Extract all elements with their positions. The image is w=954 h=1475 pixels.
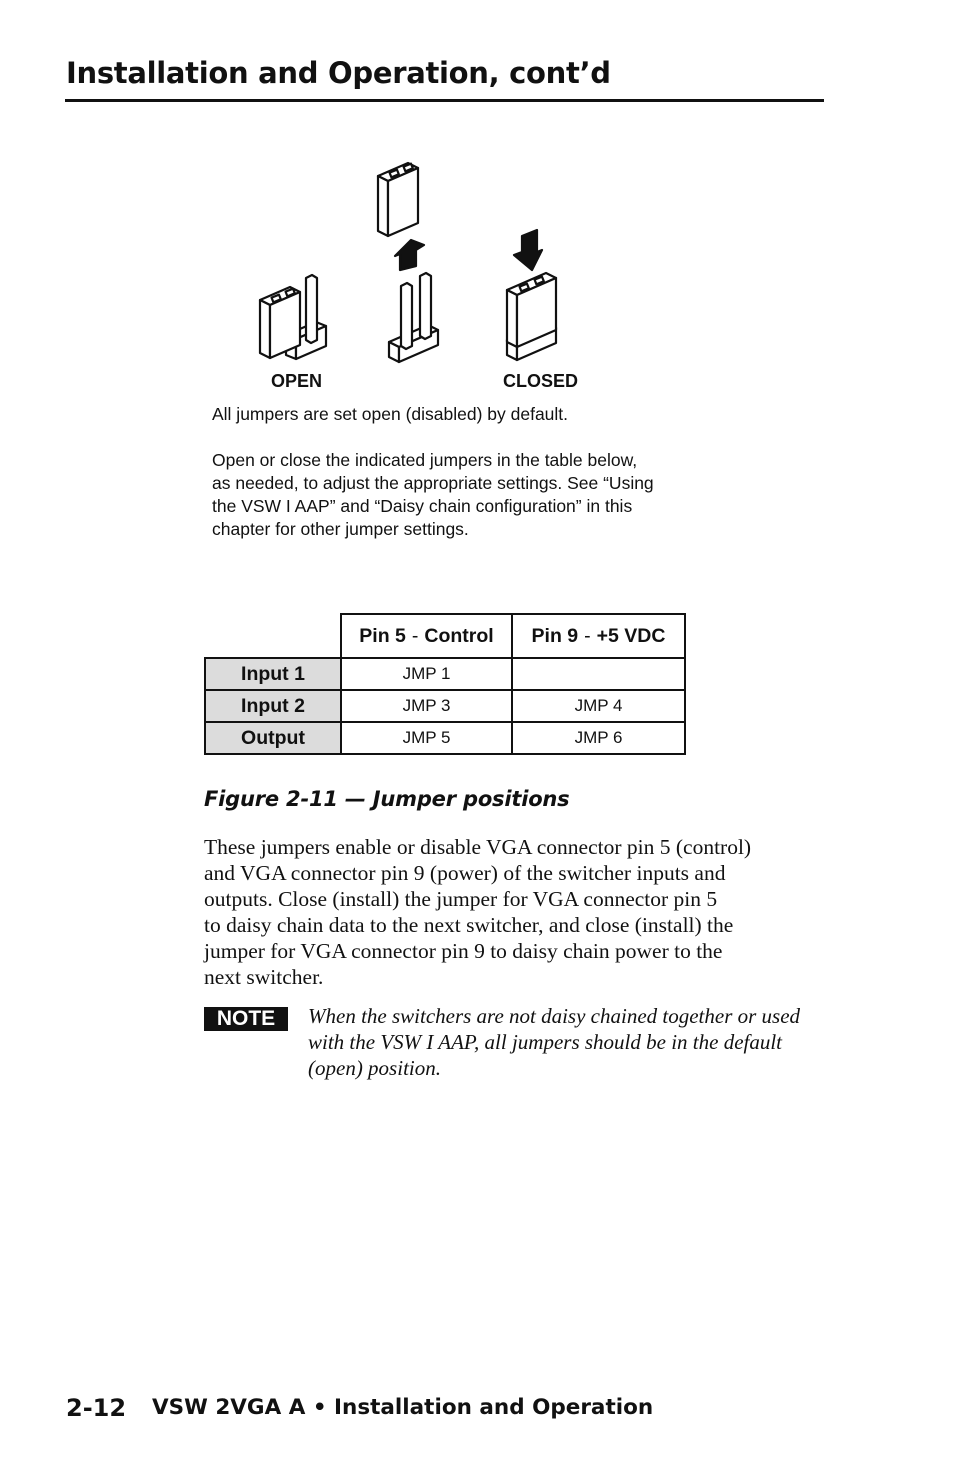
table-row xyxy=(205,722,685,754)
body-paragraph xyxy=(204,834,824,990)
body-line: jumper for VGA connector pin 9 to daisy chain power to the xyxy=(204,939,723,963)
page-number: 2-12 xyxy=(66,1394,127,1422)
page-title: Installation and Operation, cont’d xyxy=(66,56,611,90)
body-line: to daisy chain data to the next switcher, and close (install) the xyxy=(204,913,734,937)
closed-label: CLOSED xyxy=(503,371,579,391)
column-header-pin: Pin 9 xyxy=(531,624,579,647)
body-line: next switcher. xyxy=(204,965,324,989)
arrow-down-icon xyxy=(514,230,542,270)
instructions-line: the VSW I AAP” and “Daisy chain configuration” in this xyxy=(212,496,633,516)
table-cell: JMP 3 xyxy=(341,690,512,722)
open-label: OPEN xyxy=(271,371,323,391)
note-text xyxy=(308,1003,828,1081)
column-header-pin: Pin 5 xyxy=(359,624,406,647)
note-line: (open) position. xyxy=(308,1056,441,1080)
body-line: These jumpers enable or disable VGA connector pin 5 (control) xyxy=(204,835,752,859)
body-line: and VGA connector pin 9 (power) of the switcher inputs and xyxy=(204,861,726,885)
note-line: When the switchers are not daisy chained together or used xyxy=(308,1004,801,1028)
note-badge: NOTE xyxy=(204,1007,288,1031)
jumper-illustration xyxy=(250,150,580,370)
instructions-line: chapter for other jumper settings. xyxy=(212,519,469,539)
arrow-up-icon xyxy=(395,240,424,270)
column-header-label: Control xyxy=(424,624,494,647)
open-jumper-icon xyxy=(260,275,326,359)
column-header-pin9 xyxy=(512,614,685,658)
table-corner-cell xyxy=(205,614,341,658)
column-header-dash: - xyxy=(411,624,419,647)
table-cell xyxy=(512,658,685,690)
figure-caption: Figure 2-11 — Jumper positions xyxy=(204,787,570,811)
table-cell: JMP 1 xyxy=(341,658,512,690)
table-header-row xyxy=(205,614,685,658)
footer-title: VSW 2VGA A • Installation and Operation xyxy=(152,1395,654,1420)
column-header-label: +5 VDC xyxy=(596,624,666,647)
table-row xyxy=(205,690,685,722)
instructions-line: Open or close the indicated jumpers in the table below, xyxy=(212,450,638,470)
column-header-pin5 xyxy=(341,614,512,658)
note-line: with the VSW I AAP, all jumpers should be in the default xyxy=(308,1030,783,1054)
column-header-dash: - xyxy=(584,624,591,647)
header-rule xyxy=(65,99,824,102)
closed-jumper-icon xyxy=(507,273,556,360)
table-row xyxy=(205,658,685,690)
row-header: Output xyxy=(205,722,341,754)
table-cell: JMP 5 xyxy=(341,722,512,754)
default-note: All jumpers are set open (disabled) by default. xyxy=(212,404,569,424)
body-line: outputs. Close (install) the jumper for VGA connector pin 5 xyxy=(204,887,718,911)
table-cell: JMP 6 xyxy=(512,722,685,754)
table-cell: JMP 4 xyxy=(512,690,685,722)
instructions-line: as needed, to adjust the appropriate settings. See “Using xyxy=(212,473,654,493)
jumper-table xyxy=(204,613,686,755)
jumper-instructions xyxy=(212,449,732,541)
row-header: Input 1 xyxy=(205,658,341,690)
row-header: Input 2 xyxy=(205,690,341,722)
